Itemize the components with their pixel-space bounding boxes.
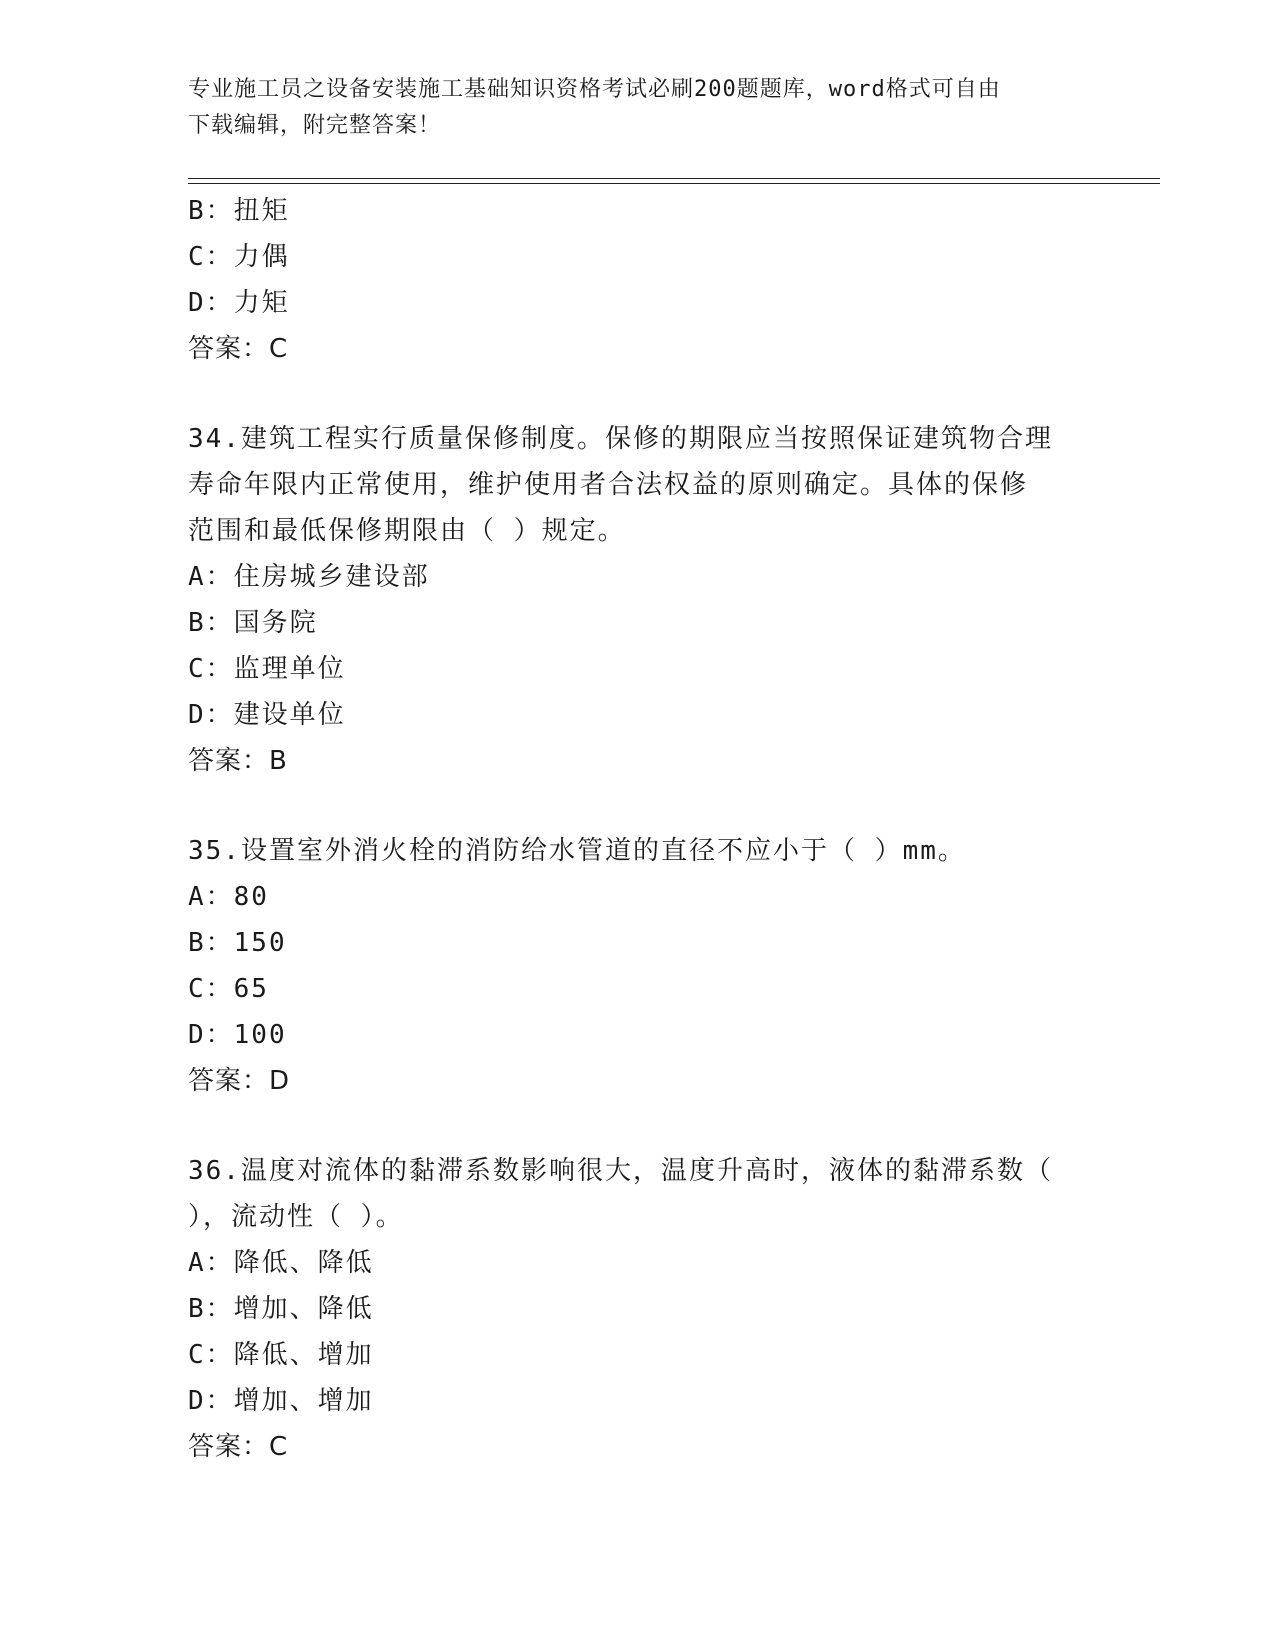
stem-line: 35.设置室外消火栓的消防给水管道的直径不应小于（ ）mm。 [188, 836, 966, 866]
stem-line: 34.建筑工程实行质量保修制度。保修的期限应当按照保证建筑物合理 [188, 424, 1053, 454]
option-a: A：降低、降低 [188, 1248, 374, 1278]
answer-text: 答案：C [188, 1432, 289, 1462]
question-stem [188, 416, 1088, 554]
option-d: D：增加、增加 [188, 1386, 374, 1416]
option-b: B：扭矩 [188, 196, 290, 226]
option-a: A：住房城乡建设部 [188, 562, 430, 592]
answer-text: 答案：B [188, 746, 288, 776]
question-33-tail [188, 188, 1088, 372]
option-a: A：80 [188, 882, 269, 912]
question-36 [188, 1148, 1088, 1470]
option-c: C：力偶 [188, 242, 290, 272]
spacer [188, 372, 1088, 416]
option-b: B：增加、降低 [188, 1294, 374, 1324]
question-35 [188, 828, 1088, 1104]
question-list [188, 188, 1088, 1470]
answer-text: 答案：D [188, 1066, 291, 1096]
header-line-1: 专业施工员之设备安装施工基础知识资格考试必刷200题题库，word格式可自由 [188, 77, 1001, 102]
option-d: D：力矩 [188, 288, 290, 318]
stem-line: ），流动性（ ）。 [188, 1202, 404, 1232]
question-stem [188, 1148, 1088, 1240]
option-c: C：监理单位 [188, 654, 346, 684]
option-d: D：100 [188, 1020, 287, 1050]
stem-line: 寿命年限内正常使用，维护使用者合法权益的原则确定。具体的保修 [188, 470, 1029, 500]
document-header [188, 72, 1088, 144]
question-34 [188, 416, 1088, 784]
stem-line: 36.温度对流体的黏滞系数影响很大，温度升高时，液体的黏滞系数（ [188, 1156, 1053, 1186]
option-b: B：国务院 [188, 608, 318, 638]
spacer [188, 1104, 1088, 1148]
stem-line: 范围和最低保修期限由（ ）规定。 [188, 516, 626, 546]
header-divider-bottom [188, 183, 1160, 184]
question-stem [188, 828, 1088, 874]
option-b: B：150 [188, 928, 287, 958]
header-line-2: 下载编辑，附完整答案！ [188, 113, 442, 138]
option-d: D：建设单位 [188, 700, 346, 730]
header-divider-top [188, 178, 1160, 179]
answer-text: 答案：C [188, 334, 289, 364]
spacer [188, 784, 1088, 828]
option-c: C：降低、增加 [188, 1340, 374, 1370]
option-c: C：65 [188, 974, 269, 1004]
